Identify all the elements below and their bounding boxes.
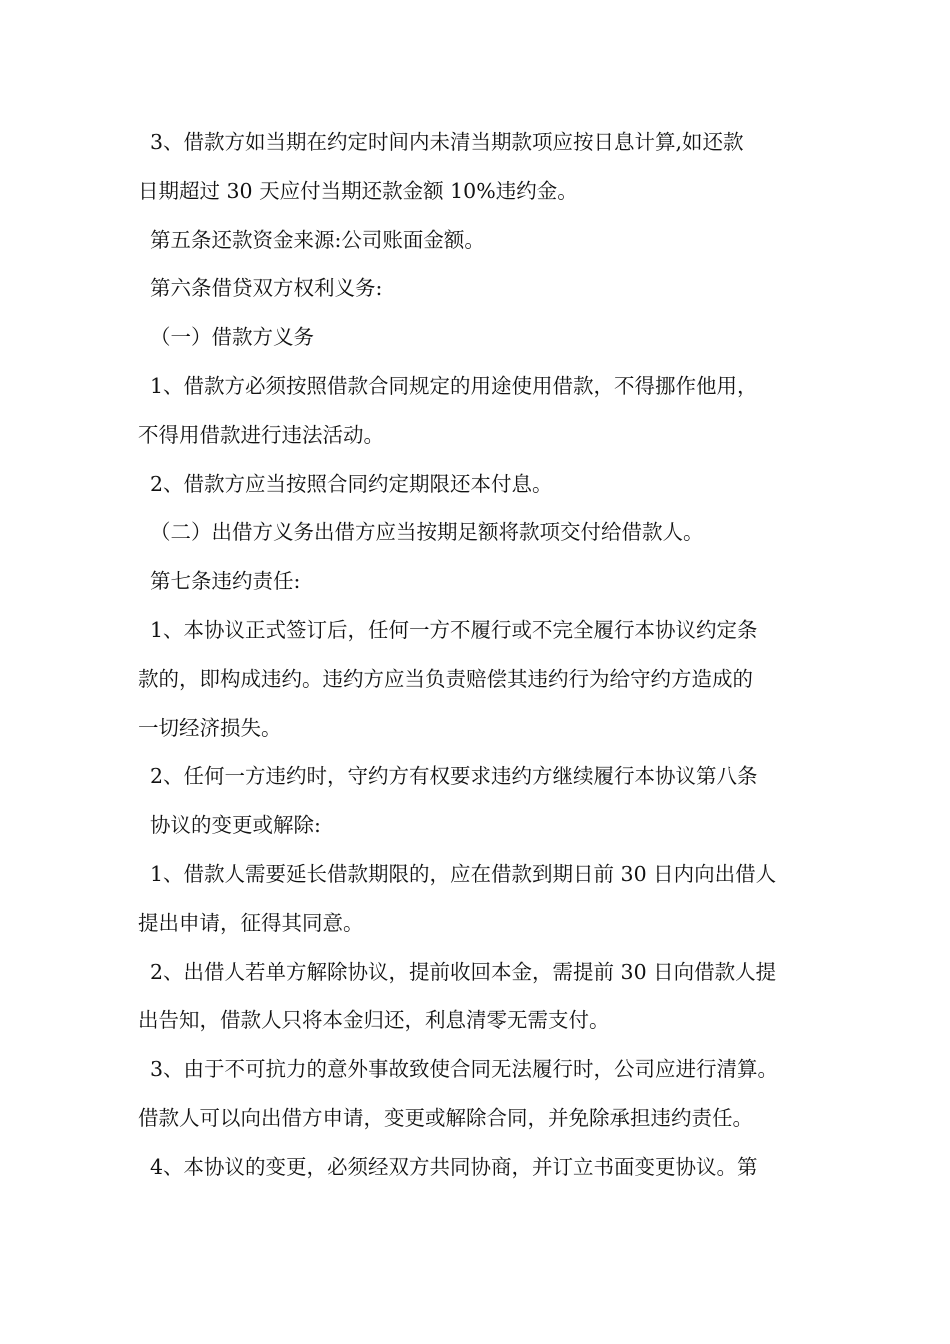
paragraph-line: 日期超过 30 天应付当期还款金额 10%违约金。 xyxy=(138,178,578,203)
section-heading: 第七条违约责任: xyxy=(150,569,301,594)
paragraph-line: 2、任何一方违约时，守约方有权要求违约方继续履行本协议第八条 xyxy=(150,764,758,789)
paragraph-line: 出告知，借款人只将本金归还，利息清零无需支付。 xyxy=(138,1008,610,1033)
paragraph-line: 1、借款人需要延长借款期限的，应在借款到期日前 30 日内向出借人 xyxy=(150,861,777,886)
paragraph-line: 1、借款方必须按照借款合同规定的用途使用借款，不得挪作他用， xyxy=(150,373,758,398)
paragraph-line: 借款人可以向出借方申请，变更或解除合同，并免除承担违约责任。 xyxy=(138,1105,753,1130)
paragraph-line: 3、由于不可抗力的意外事故致使合同无法履行时，公司应进行清算。 xyxy=(150,1057,779,1082)
paragraph-line: 1、本协议正式签订后，任何一方不履行或不完全履行本协议约定条 xyxy=(150,617,758,642)
paragraph-line: 提出申请，征得其同意。 xyxy=(138,910,364,935)
paragraph-line: 一切经济损失。 xyxy=(138,715,282,740)
section-heading: 协议的变更或解除: xyxy=(150,813,321,838)
section-heading: 第六条借贷双方权利义务: xyxy=(150,276,383,301)
paragraph-line: 2、借款方应当按照合同约定期限还本付息。 xyxy=(150,471,553,496)
subsection-heading: （二）出借方义务出借方应当按期足额将款项交付给借款人。 xyxy=(150,520,704,545)
paragraph-line: 款的，即构成违约。违约方应当负责赔偿其违约行为给守约方造成的 xyxy=(138,666,753,691)
subsection-heading: （一）借款方义务 xyxy=(150,325,314,350)
contract-text xyxy=(138,118,828,1192)
paragraph-line: 3、借款方如当期在约定时间内未清当期款项应按日息计算,如还款 xyxy=(150,130,744,154)
paragraph-line: 不得用借款进行违法活动。 xyxy=(138,422,384,447)
section-heading: 第五条还款资金来源:公司账面金额。 xyxy=(150,227,485,252)
paragraph-line: 2、出借人若单方解除协议，提前收回本金，需提前 30 日向借款人提 xyxy=(150,959,777,984)
paragraph-line: 4、本协议的变更，必须经双方共同协商，并订立书面变更协议。第 xyxy=(150,1154,758,1179)
